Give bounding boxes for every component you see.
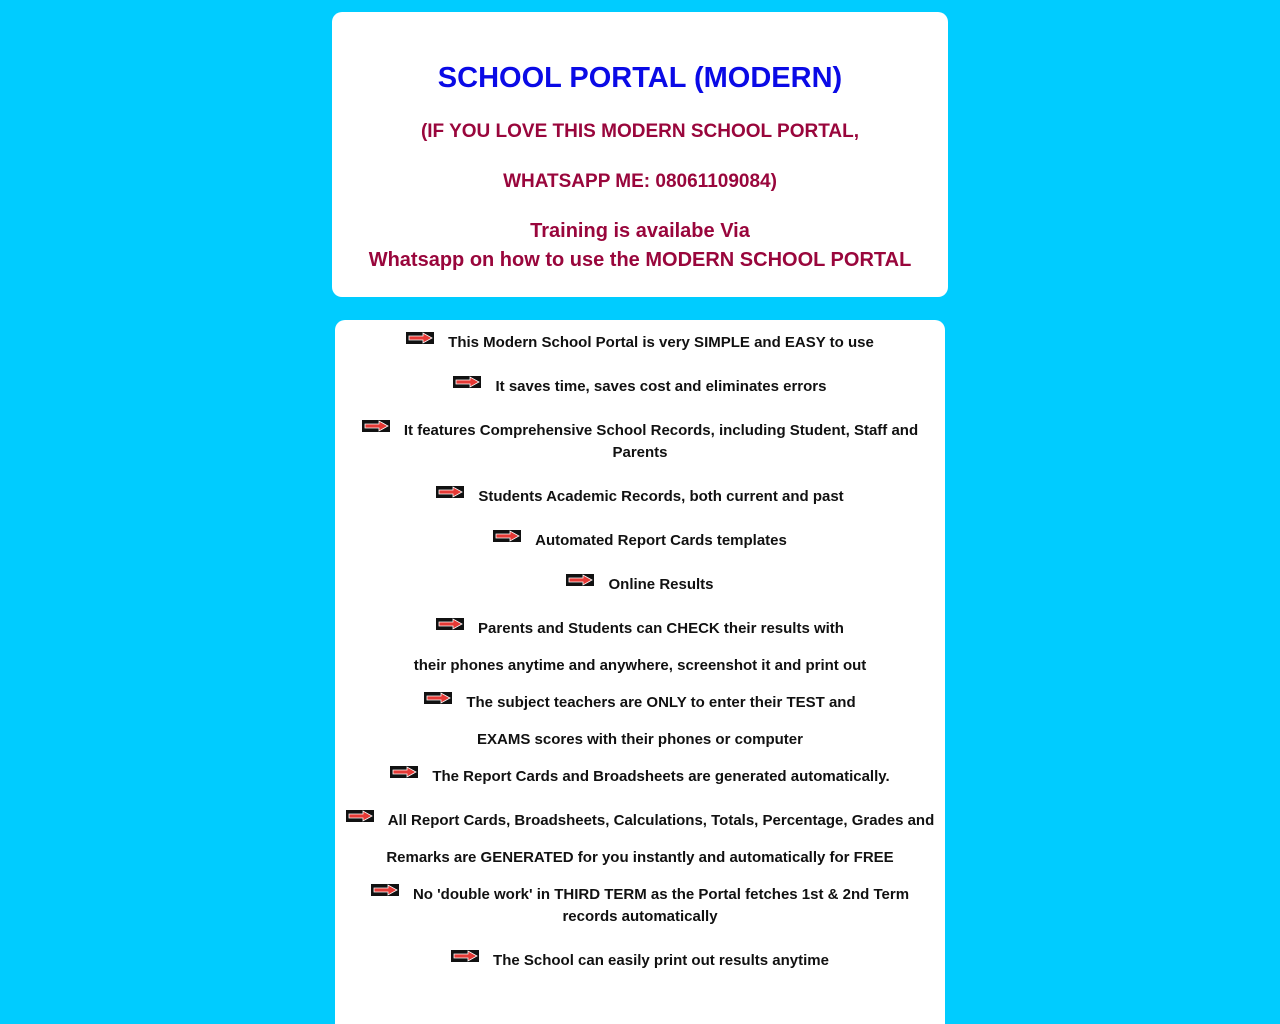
feature-text: Students Academic Records, both current and past [478, 488, 844, 505]
feature-continuation: Remarks are GENERATED for you instantly and automatically for FREE [386, 849, 894, 866]
feature-text: The School can easily print out results anytime [493, 952, 829, 969]
feature-item [335, 810, 945, 832]
training-note [332, 217, 948, 275]
arrow-right-icon [436, 618, 464, 630]
arrow-right-icon [493, 530, 521, 542]
arrow-right-icon [451, 950, 479, 962]
feature-text: It saves time, saves cost and eliminates errors [495, 378, 827, 395]
feature-text: The Report Cards and Broadsheets are generated automatically. [432, 768, 890, 785]
arrow-right-icon [406, 332, 434, 344]
feature-text: All Report Cards, Broadsheets, Calculations, Totals, Percentage, Grades and [387, 812, 935, 829]
arrow-right-icon [453, 376, 481, 388]
arrow-right-icon [346, 810, 374, 822]
feature-text: Automated Report Cards templates [535, 532, 787, 549]
whatsapp-note-line-1: (IF YOU LOVE THIS MODERN SCHOOL PORTAL, [420, 121, 860, 142]
feature-text: Online Results [608, 576, 714, 593]
feature-text: Parents and Students can CHECK their results with [478, 620, 844, 637]
feature-item [335, 486, 945, 508]
feature-item [335, 332, 945, 354]
training-note-line-1: Training is availabe Via [530, 220, 750, 242]
arrow-right-icon [390, 766, 418, 778]
feature-text: No 'double work' in THIRD TERM as the Portal fetches 1st & 2nd Term records automatically [412, 886, 910, 925]
arrow-right-icon [362, 420, 390, 432]
arrow-right-icon [436, 486, 464, 498]
feature-item [335, 574, 945, 596]
header-card [332, 12, 948, 297]
arrow-right-icon [424, 692, 452, 704]
page-title: SCHOOL PORTAL (MODERN) [437, 62, 843, 94]
feature-text: This Modern School Portal is very SIMPLE and EASY to use [448, 334, 874, 351]
feature-item [335, 692, 945, 714]
feature-item [355, 884, 925, 928]
feature-continuation: EXAMS scores with their phones or computer [477, 731, 803, 748]
arrow-right-icon [371, 884, 399, 896]
feature-item [335, 530, 945, 552]
arrow-right-icon [566, 574, 594, 586]
feature-item [355, 420, 925, 464]
feature-text: It features Comprehensive School Records, including Student, Staff and Parents [403, 422, 919, 461]
feature-item [335, 766, 945, 788]
feature-text: The subject teachers are ONLY to enter their TEST and [466, 694, 856, 711]
feature-item [335, 376, 945, 398]
whatsapp-note-line-2: WHATSAPP ME: 08061109084) [503, 171, 777, 192]
training-note-line-2: Whatsapp on how to use the MODERN SCHOOL PORTAL [368, 249, 912, 271]
features-card [335, 320, 945, 1024]
feature-item [335, 618, 945, 640]
feature-item [335, 950, 945, 972]
feature-continuation: their phones anytime and anywhere, screenshot it and print out [413, 657, 867, 674]
